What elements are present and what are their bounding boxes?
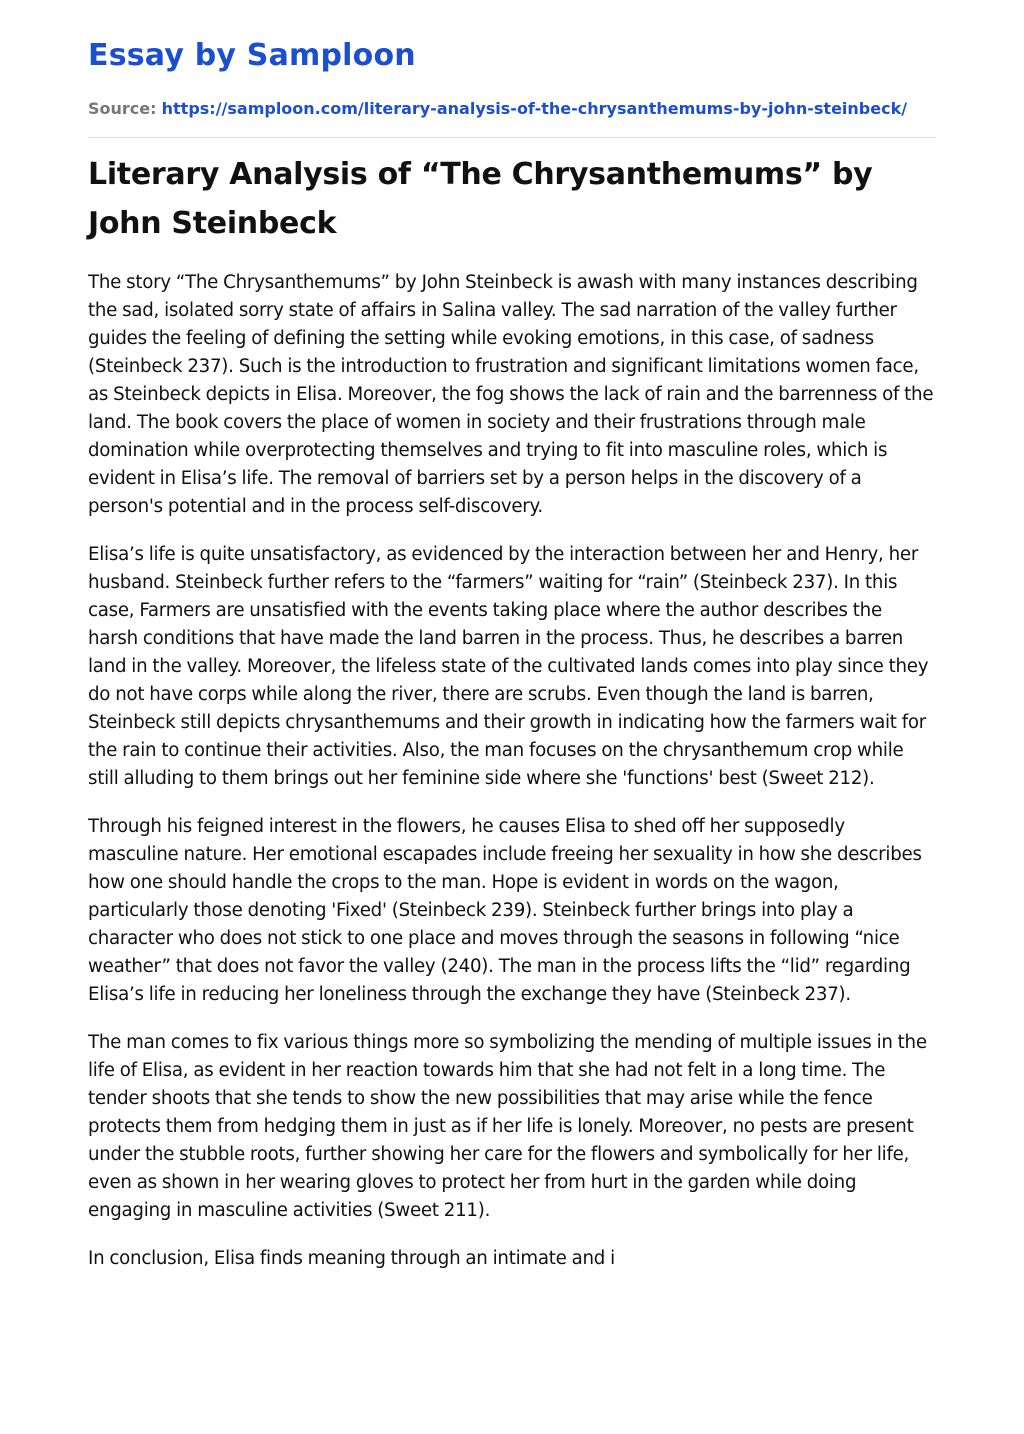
paragraph-3: Through his feigned interest in the flowers, he causes Elisa to shed off her supposedly masculine nature. Her emotional escapades include freeing her sexuality in how she describes how one should handle the crops to the man. Hope is evident in words on the wagon, particularly those denoting 'Fixed' (Steinbeck 239). Steinbeck further brings into play a character who does not stick to one place and moves through the seasons in following “nice weather” that does not favor the valley (240). The man in the process lifts the “lid” regarding Elisa’s life in reducing her loneliness through the exchange they have (Steinbeck 237). bbox=[88, 816, 922, 1005]
essay-body bbox=[88, 269, 936, 1273]
page bbox=[88, 0, 936, 1273]
site-title: Essay by Samploon bbox=[88, 38, 416, 73]
divider bbox=[88, 137, 936, 138]
paragraph-1: The story “The Chrysanthemums” by John Steinbeck is awash with many instances describing the sad, isolated sorry state of affairs in Salina valley. The sad narration of the valley further guides the feeling of defining the setting while evoking emotions, in this case, of sadness (Steinbeck 237). Such is the introduction to frustration and significant limitations women face, as Steinbeck depicts in Elisa. Moreover, the fog shows the lack of rain and the barrenness of the land. The book covers the place of women in society and their frustrations through male domination while overprotecting themselves and trying to fit into masculine roles, which is evident in Elisa’s life. The removal of barriers set by a person helps in the discovery of a person's potential and in the process self-discovery. bbox=[88, 272, 934, 517]
source-label: Source: bbox=[88, 99, 157, 118]
paragraph-2: Elisa’s life is quite unsatisfactory, as evidenced by the interaction between her and Henry, her husband. Steinbeck further refers to the “farmers” waiting for “rain” (Steinbeck 237). In this case, Farmers are unsatisfied with the events taking place where the author describes the harsh conditions that have made the land barren in the process. Thus, he describes a barren land in the valley. Moreover, the lifeless state of the cultivated lands comes into play since they do not have corps while along the river, there are scrubs. Even though the land is barren, Steinbeck still depicts chrysanthemums and their growth in indicating how the farmers wait for the rain to continue their activities. Also, the man focuses on the chrysanthemum crop while still alluding to them brings out her feminine side where she 'functions' best (Sweet 212). bbox=[88, 544, 929, 789]
essay-title: Literary Analysis of “The Chrysanthemums” by John Steinbeck bbox=[88, 157, 873, 241]
source-line bbox=[88, 98, 936, 120]
paragraph-5: In conclusion, Elisa finds meaning through an intimate and i bbox=[88, 1248, 615, 1269]
source-link[interactable]: https://samploon.com/literary-analysis-of-the-chrysanthemums-by-john-steinbeck/ bbox=[161, 99, 908, 118]
paragraph-4: The man comes to fix various things more so symbolizing the mending of multiple issues in the life of Elisa, as evident in her reaction towards him that she had not felt in a long time. The tender shoots that she tends to show the new possibilities that may arise while the fence protects them from hedging them in just as if her life is lonely. Moreover, no pests are present under the stubble roots, further showing her care for the flowers and symbolically for her life, even as shown in her wearing gloves to protect her from hurt in the garden while doing engaging in masculine activities (Sweet 211). bbox=[88, 1032, 927, 1221]
